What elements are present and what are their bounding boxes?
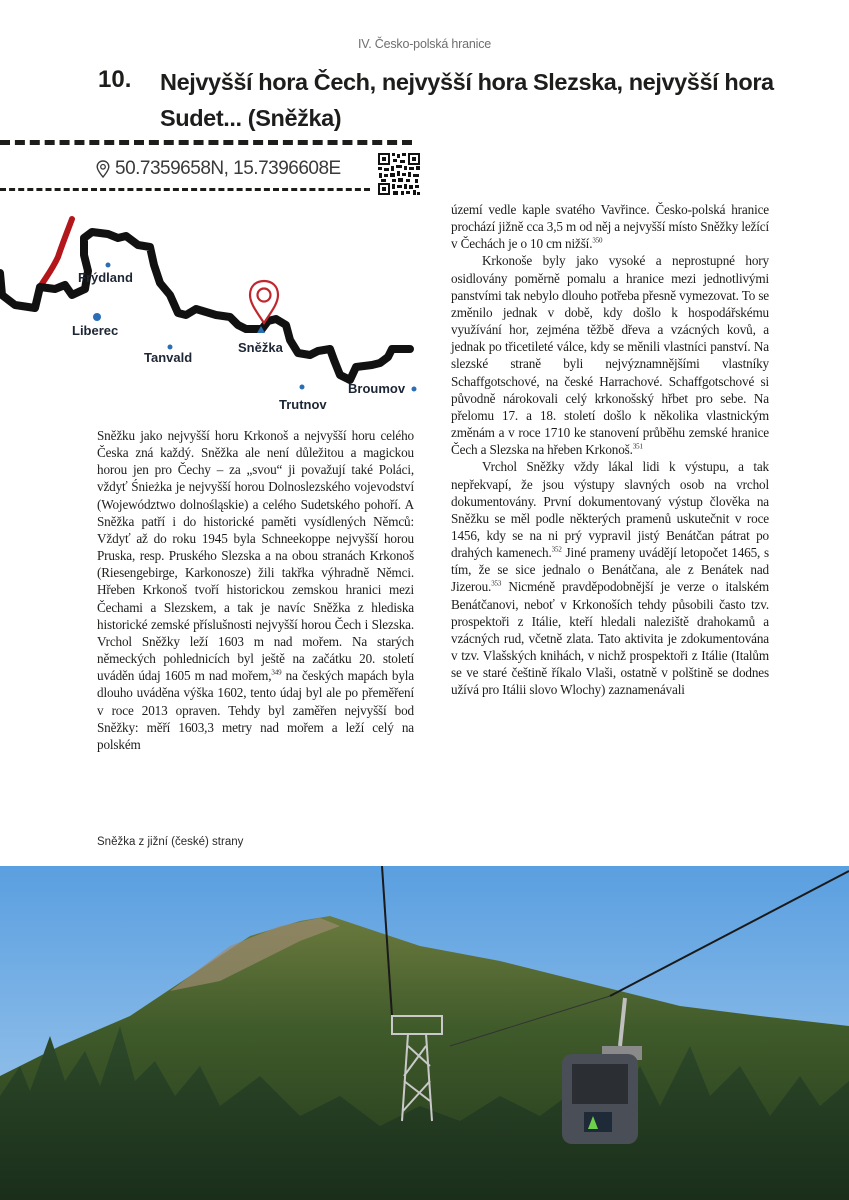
map-pin-icon [96,160,110,178]
map-label-tanvald: Tanvald [144,350,193,365]
city-dot-tanvald [168,345,173,350]
red-border-segment [40,219,72,287]
map-label-trutnov: Trutnov [279,397,327,412]
chapter-title: Nejvyšší hora Čech, nejvyšší hora Slezska, nejvyšší hora Sudet... (Sněžka) [160,69,774,131]
footnote-ref[interactable]: 353 [491,580,502,589]
city-dot-broumov [412,387,417,392]
figure-caption: Sněžka z jižní (české) strany [97,836,244,848]
divider-dashed-bottom [0,188,370,191]
running-head: IV. Česko-polská hranice [357,37,491,51]
paragraph: Vrchol Sněžky vždy lákal lidi k výstupu, a tak nepřekvapí, že jsou výstupy slavných osob na vrchol dokumentovány. První dokumentovaný výstup člověka na Sněžku se měl podle některých pramenů uskutečnit v roce 1456, kdy se na ni prý vypravil jistý Benátčan pátrat po drahých kamenech.$^{352}$ Jiné prameny uvádějí letopočet 1465, s tím, že se sice jednalo o Benátčana, ale z Benátek nad Jizerou.$^{353}$ Nicméně pravděpodobnější je verze o italském Benátčanovi, neboť v Krkonoších tehdy působili často tzv. prospektoři z Itálie, kteří hledali naleziště drahokamů a vzácných rud, včetně zlata. Tato aktivita je zdokumentována v tzv. Vlašských knihách, v nichž prospektoři z Itálie (Italům se ve staré češtině říkalo Vlaši, ostatně v polštině se dodnes užívá pro Itálii slovo Wlochy) zaznamenávali [451,459,769,698]
map-label-liberec: Liberec [72,323,119,338]
map-label-frydland: Frýdland [78,270,133,285]
footnote-ref[interactable]: 352 [551,545,562,554]
footnote-ref[interactable]: 350 [592,236,603,245]
border-map [0,205,430,420]
paragraph: Sněžku jako nejvyšší horu Krkonoš a nejvyšší horu celého Česka zná každý. Sněžka ale není důležitou a magickou horou jen pro Čechy – za „svou“ ji považují také Poláci, vždyť Śnieżka je nejvyšší horou Dolnoslezského vojevodství (Województwo dolnośląskie) a celého Sudetského pohoří. A Sněžka patří i do historické paměti vysídlených Němců: Vždyť až do roku 1945 byla Schneekoppe nejvyšší horou Pruska, resp. Pruského Slezska a na obou stranách Krkonoš (Riesengebirge, Karkonosze) žili takřka výhradně Němci. Hřeben Krkonoš tvoří historickou zemskou hranici mezi Čechami a Slezskem, a tak je navíc Sněžka z hlediska historické zemské příslušnosti nejvyšší horou Čech i Slezska. Vrchol Sněžky leží 1603 m nad mořem. Na starých německých pohlednicích byl ještě na začátku 20. století uváděn údaj 1605 m nad mořem,$^{349}$ na českých mapách byla dlouho uváděna výška 1602, tento údaj byl ale po přeměření v roce 2013 opraven. Tehdy byl zaměřen nejvyšší bod Sněžky: měří 1603,3 metry nad mořem a leží celý na polském [97,428,414,752]
text-column-right [451,201,769,699]
divider-dashed-top [0,140,412,145]
footnote-ref[interactable]: 351 [632,442,643,451]
paragraph: Krkonoše byly jako vysoké a neprostupné hory osidlovány poměrně pomalu a hranice mezi jednotlivými panstvími tak nebylo dlouho potřeba přesně vymezovat. To se změnilo jednak v době, kdy došlo k hospodářskému využívání hor, zejména těžbě dřeva a vzácných kovů, a jednak po třicetileté válce, kdy se měnili vlastníci panství. Na slezské straně byli nejvýznamnějšími vlastníky Schaffgotschové, na české Harrachové. Schaffgotschové si původně nárokovali celý krkonošský hřbet pro sebe. Na přelomu 17. a 18. století došlo k několika vlastnickým změnám a v roce 1710 ke stanovení průběhu zemské hranice Čech a Slezska na hřeben Krkonoš.$^{351}$ [451,253,769,458]
city-dot-trutnov [300,385,305,390]
chapter-number: 10. [98,66,132,93]
text-column-left [97,427,414,753]
map-label-snezka: Sněžka [238,340,283,355]
city-dot-frydland [106,263,111,268]
qr-code-icon[interactable] [377,152,421,196]
city-dot-liberec [93,313,101,321]
footnote-ref[interactable]: 349 [271,668,282,677]
paragraph: území vedle kaple svatého Vavřince. Česko-polská hranice prochází jižně cca 3,5 m od něj a nejvyšší místo Sněžky ležící v Čechách je o 10 cm nižší.$^{350}$ [451,202,769,252]
snezka-photo [0,866,849,1200]
coordinates-line [96,158,341,180]
map-label-broumov: Broumov [348,381,406,396]
coordinates-text: 50.7359658N, 15.7396608E [115,158,341,179]
